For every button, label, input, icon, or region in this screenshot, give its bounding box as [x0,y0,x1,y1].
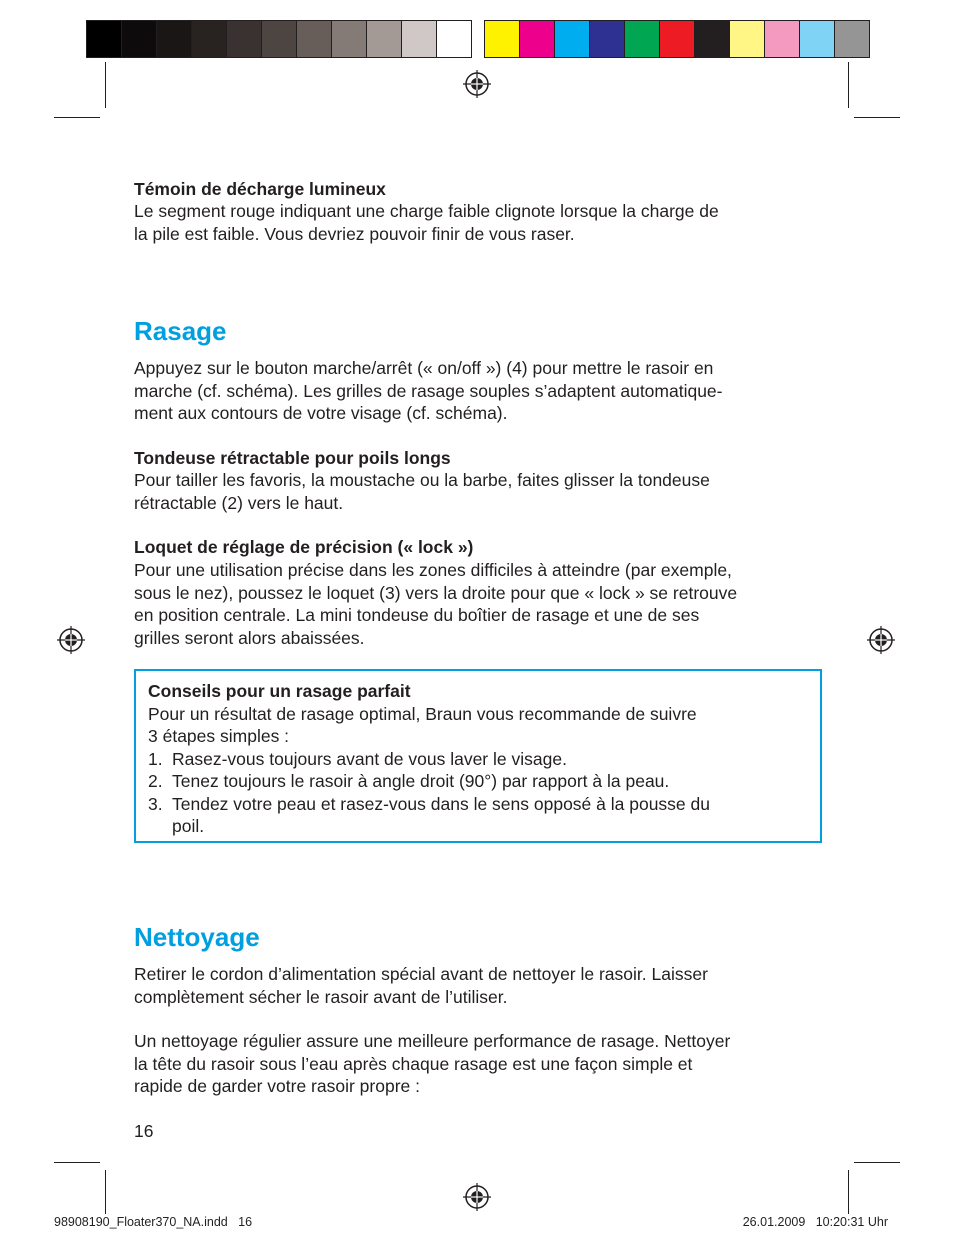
registration-mark-icon [867,626,895,654]
crop-mark [54,1162,100,1163]
crop-mark [105,62,106,108]
color-swatch [122,20,157,58]
text-line: complètement sécher le rasoir avant de l’utiliser. [134,986,508,1007]
crop-mark [848,62,849,108]
text-line: Pour tailler les favoris, la moustache ou la barbe, faites glisser la tondeuse [134,470,710,490]
section-heading-nettoyage: Nettoyage [134,922,260,952]
rasage-text [134,357,824,425]
text-line: la pile est faible. Vous devriez pouvoir finir de vous raser. [134,223,575,244]
step-text: poil. [172,816,205,836]
list-item [148,770,808,793]
text-line: Le segment rouge indiquant une charge faible clignote lorsque la charge de [134,201,719,221]
crop-mark [848,1170,849,1214]
color-swatch [367,20,402,58]
low-charge-text [134,200,824,245]
text-line: Pour une utilisation précise dans les zones difficiles à atteindre (par exemple, [134,560,732,580]
tips-steps-list [148,748,808,838]
color-swatch [695,20,730,58]
cleaning-text-1 [134,963,824,1008]
text-line: sous le nez), poussez le loquet (3) vers la droite pour que « lock » se retrouve [134,582,738,603]
color-swatch [437,20,472,58]
tips-intro-line: Pour un résultat de rasage optimal, Braun vous recommande de suivre [148,703,697,724]
list-item [148,748,808,771]
step-number: 2. [148,771,163,791]
page-number: 16 [134,1121,154,1141]
registration-mark-icon [463,70,491,98]
tips-content [148,680,808,838]
color-swatch [765,20,800,58]
list-item [148,793,808,838]
tips-intro-line: 3 étapes simples : [148,726,290,746]
color-swatch [332,20,367,58]
text-line: ment aux contours de votre visage (cf. schéma). [134,403,508,423]
crop-mark [854,117,900,118]
text-line: rapide de garder votre rasoir propre : [134,1076,420,1096]
lock-title: Loquet de réglage de précision (« lock ») [134,537,474,557]
step-text: Tenez toujours le rasoir à angle droit (90°) par rapport à la peau. [172,771,670,791]
color-swatch [520,20,555,58]
text-line: en position centrale. La mini tondeuse du boîtier de rasage et une de ses [134,605,700,625]
trimmer-title: Tondeuse rétractable pour poils longs [134,448,451,468]
color-swatch [157,20,192,58]
registration-mark-icon [463,1183,491,1211]
text-line: grilles seront alors abaissées. [134,627,365,648]
cleaning-text-2 [134,1030,824,1098]
color-swatch [660,20,695,58]
footer-timestamp: 26.01.2009 10:20:31 Uhr [742,1215,888,1229]
text-line: Un nettoyage régulier assure une meilleure performance de rasage. Nettoyer [134,1031,731,1051]
color-swatch [86,20,122,58]
footer-file-name: 98908190_Floater370_NA.indd 16 [54,1215,253,1229]
section-heading-rasage: Rasage [134,316,227,346]
color-calibration-bar [86,20,870,58]
lock-text [134,559,824,649]
crop-mark [854,1162,900,1163]
color-swatch [730,20,765,58]
low-charge-title: Témoin de décharge lumineux [134,179,386,199]
tips-box [134,669,822,843]
color-swatch [484,20,520,58]
color-swatch [625,20,660,58]
color-swatch [297,20,332,58]
step-number: 3. [148,793,163,814]
step-number: 1. [148,748,163,769]
color-swatch [800,20,835,58]
color-swatch [835,20,870,58]
crop-mark [105,1170,106,1214]
color-swatch [402,20,437,58]
color-swatch [227,20,262,58]
color-swatch [590,20,625,58]
text-line: rétractable (2) vers le haut. [134,492,344,513]
text-line: la tête du rasoir sous l’eau après chaque rasage est une façon simple et [134,1053,693,1074]
color-swatch [555,20,590,58]
registration-mark-icon [57,626,85,654]
tips-title: Conseils pour un rasage parfait [148,681,411,701]
crop-mark [54,117,100,118]
trimmer-text [134,469,824,514]
text-line: Retirer le cordon d’alimentation spécial avant de nettoyer le rasoir. Laisser [134,964,708,984]
color-swatch [192,20,227,58]
swatch-gap [472,20,484,58]
step-text: Rasez-vous toujours avant de vous laver le visage. [172,748,567,769]
text-line: marche (cf. schéma). Les grilles de rasage souples s’adaptent automatique- [134,380,723,401]
color-swatch [262,20,297,58]
text-line: Appuyez sur le bouton marche/arrêt (« on/off ») (4) pour mettre le rasoir en [134,358,714,378]
step-text: Tendez votre peau et rasez-vous dans le sens opposé à la pousse du [172,793,710,814]
